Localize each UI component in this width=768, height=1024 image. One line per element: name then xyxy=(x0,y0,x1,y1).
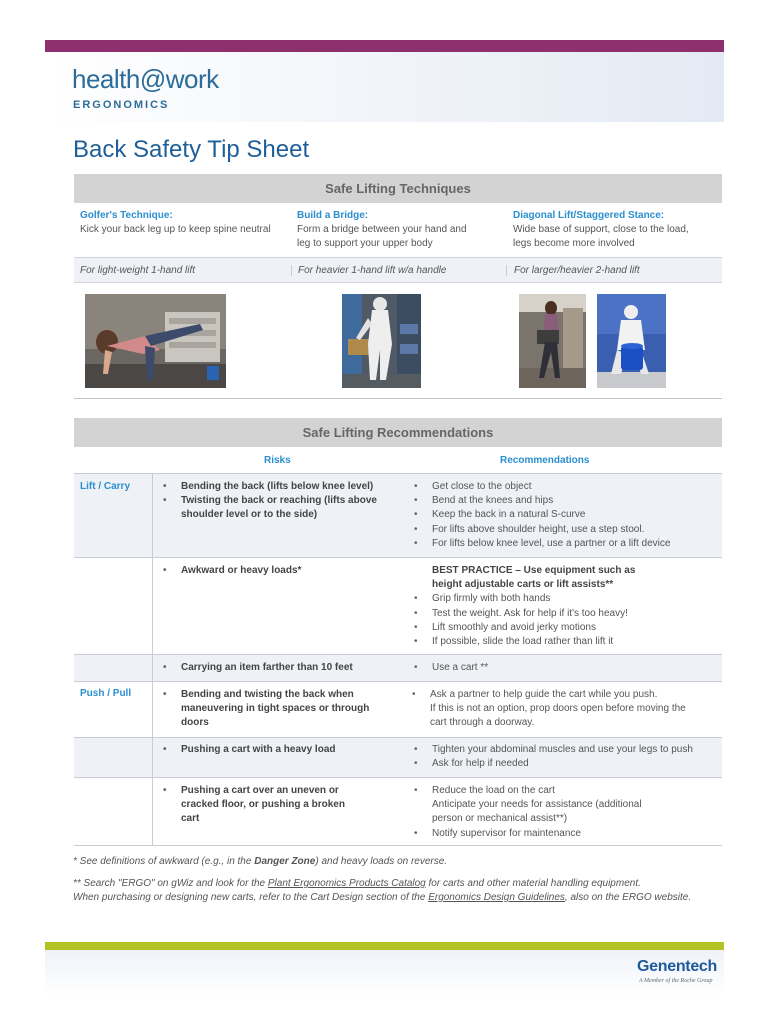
recommendation-list xyxy=(414,661,694,675)
list-item: • Keep the back in a natural S-curve xyxy=(414,508,714,522)
technique-description: Kick your back leg up to keep spine neutral xyxy=(80,224,271,235)
risk-list xyxy=(163,661,393,675)
technique-note: For light-weight 1-hand lift xyxy=(80,265,196,276)
recommendation-list xyxy=(414,480,714,551)
recommendation-list xyxy=(412,688,702,731)
footnote-text: , also on the ERGO website. xyxy=(564,892,692,903)
category-lift-carry: Lift / Carry xyxy=(80,481,131,492)
technique-diagonal xyxy=(513,209,693,251)
list-item: • Reduce the load on the cart xyxy=(414,784,644,798)
footnote-cart-design xyxy=(73,891,691,905)
list-item: • Pushing a cart with a heavy load xyxy=(163,743,393,757)
list-item: • For lifts below knee level, use a partner or a lift device xyxy=(414,537,714,551)
risk-list xyxy=(163,480,383,523)
bridge-technique-photo xyxy=(342,294,421,388)
list-item: • Tighten your abdominal muscles and use your legs to push xyxy=(414,743,714,757)
logo-health-at-work: health@work xyxy=(72,64,219,94)
bottom-accent-bar xyxy=(45,942,724,950)
techniques-header: Safe Lifting Techniques xyxy=(74,174,722,203)
products-catalog-link[interactable]: Plant Ergonomics Products Catalog xyxy=(267,878,426,889)
technique-bridge xyxy=(297,209,477,251)
list-item: • Get close to the object xyxy=(414,480,714,494)
list-item: • Ask a partner to help guide the cart while you push. xyxy=(412,688,702,702)
list-item: • Use a cart ** xyxy=(414,661,694,675)
list-item: • Awkward or heavy loads* xyxy=(163,564,383,578)
list-item: • Bending and twisting the back when maneuvering in tight spaces or through doors xyxy=(163,688,383,731)
table-column-divider xyxy=(152,473,153,846)
footnote-text: When purchasing or designing new carts, refer to the Cart Design section of the xyxy=(73,892,429,903)
risk-list xyxy=(163,564,383,578)
footnote-ergo-search xyxy=(73,877,641,891)
page-title: Back Safety Tip Sheet xyxy=(73,136,310,163)
technique-notes-row xyxy=(74,257,722,283)
genentech-logo: Genentech xyxy=(637,958,717,975)
list-item: • Twisting the back or reaching (lifts above shoulder level or to the side) xyxy=(163,494,383,522)
footnote-text: * See definitions of awkward (e.g., in the xyxy=(73,856,255,867)
list-item: • Pushing a cart over an uneven or cracked floor, or pushing a broken cart xyxy=(163,784,363,827)
danger-zone-text: Danger Zone xyxy=(254,856,316,867)
best-practice-note: BEST PRACTICE – Use equipment such as height adjustable carts or lift assists** xyxy=(432,565,636,591)
design-guidelines-link[interactable]: Ergonomics Design Guidelines xyxy=(428,892,565,903)
risk-list xyxy=(163,688,383,731)
list-item: • Lift smoothly and avoid jerky motions xyxy=(414,621,664,635)
list-item: • Bend at the knees and hips xyxy=(414,494,714,508)
list-item: • Test the weight. Ask for help if it's too heavy! xyxy=(414,607,664,621)
risk-list xyxy=(163,784,363,827)
technique-description: Wide base of support, close to the load, legs become more involved xyxy=(513,224,689,249)
list-item: • Bending the back (lifts below knee level) xyxy=(163,480,383,494)
recommendation-list xyxy=(414,564,664,649)
list-item: • Notify supervisor for maintenance xyxy=(414,827,644,841)
diagonal-lift-photo-1 xyxy=(519,294,586,388)
list-item: • If possible, slide the load rather than lift it xyxy=(414,635,664,649)
list-item-continuation: If this is not an option, prop doors open before moving the cart through a doorway. xyxy=(430,703,686,729)
technique-title: Diagonal Lift/Staggered Stance: xyxy=(513,210,665,221)
recommendations-column-header: Recommendations xyxy=(500,455,590,466)
category-push-pull: Push / Pull xyxy=(80,688,132,699)
list-item: • For lifts above shoulder height, use a step stool. xyxy=(414,523,714,537)
recommendation-list xyxy=(414,784,644,841)
list-item: • Grip firmly with both hands xyxy=(414,592,664,606)
top-accent-bar xyxy=(45,40,724,52)
list-item-continuation: Anticipate your needs for assistance (additional person or mechanical assist**) xyxy=(432,799,642,825)
footer-background xyxy=(45,950,724,995)
golfer-technique-photo xyxy=(85,294,226,388)
footnote-text: for carts and other material handling equipment. xyxy=(425,878,641,889)
risk-list xyxy=(163,743,393,757)
footnote-text: ** Search "ERGO" on gWiz and look for the xyxy=(73,878,268,889)
diagonal-lift-photo-2 xyxy=(597,294,666,388)
list-item: • Carrying an item farther than 10 feet xyxy=(163,661,393,675)
genentech-tagline: A Member of the Roche Group xyxy=(639,978,713,984)
technique-title: Golfer's Technique: xyxy=(80,210,173,221)
section-divider xyxy=(74,398,722,399)
technique-description: Form a bridge between your hand and leg to support your upper body xyxy=(297,224,467,249)
list-item: • Ask for help if needed xyxy=(414,757,714,771)
technique-note: For heavier 1-hand lift w/a handle xyxy=(291,265,446,276)
recommendations-header: Safe Lifting Recommendations xyxy=(74,418,722,447)
recommendation-list xyxy=(414,743,714,771)
risks-column-header: Risks xyxy=(264,455,291,466)
logo-subtitle: ERGONOMICS xyxy=(73,99,170,111)
technique-golfer xyxy=(80,209,290,237)
technique-title: Build a Bridge: xyxy=(297,210,369,221)
footnote-awkward xyxy=(73,855,447,869)
footnote-text: ) and heavy loads on reverse. xyxy=(315,856,448,867)
technique-note: For larger/heavier 2-hand lift xyxy=(506,265,640,276)
